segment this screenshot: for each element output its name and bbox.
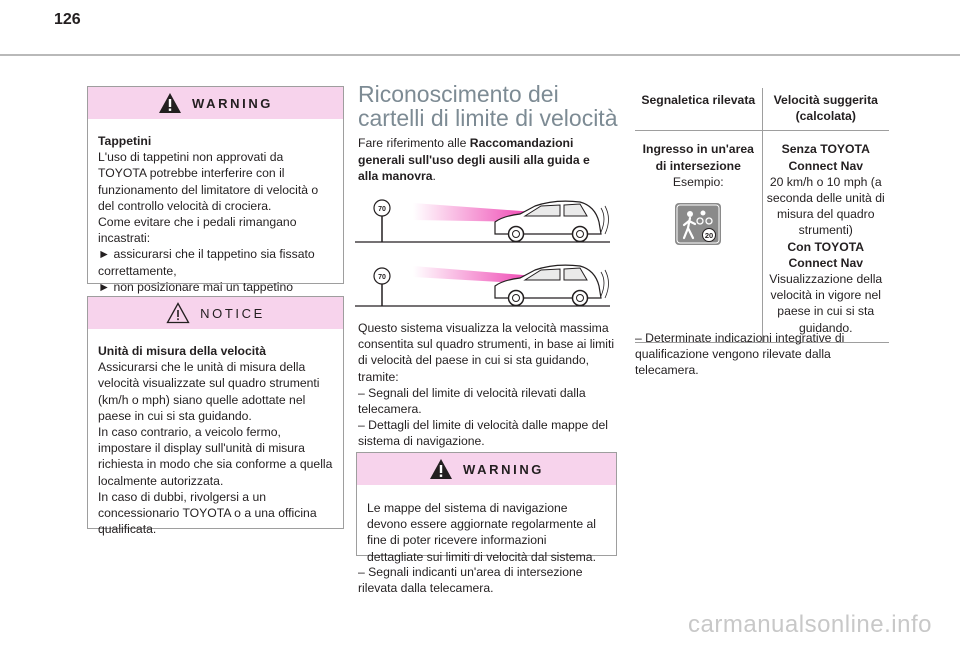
- notice-icon: [166, 302, 190, 324]
- warning-paragraph: Come evitare che i pedali rimangano incastrati:: [98, 215, 297, 246]
- warning-title: WARNING: [462, 461, 545, 477]
- header-rule: [0, 54, 960, 56]
- warning-header: [88, 87, 343, 119]
- with-nav-label: Con TOYOTA Connect Nav: [787, 239, 865, 270]
- with-nav-text: Visualizzazione della velocità in vigore nel paese in cui si sta guidando.: [769, 272, 883, 335]
- without-nav-text: 20 km/h o 10 mph (a seconda delle unità di misura del quadro strumenti): [766, 174, 885, 238]
- table-cell-sign: [635, 131, 762, 342]
- system-description: [358, 320, 616, 450]
- sign-recognition-illustration: [355, 194, 615, 244]
- notice-paragraph: In caso di dubbi, rivolgersi a un concessionario TOYOTA o a una officina qualificata.: [98, 489, 317, 537]
- notice-lead: Unità di misura della velocità: [98, 344, 266, 358]
- warning-icon: [158, 92, 182, 114]
- table-header: Velocità suggerita (calcolata): [762, 88, 889, 131]
- intro-prefix: Fare riferimento alle: [358, 136, 470, 150]
- warning-box-mats: [87, 86, 344, 294]
- speed-sign-value: 70: [378, 274, 386, 281]
- intersection-label: Ingresso in un'area di intersezione: [642, 142, 754, 173]
- speed-sign-value: 70: [378, 206, 386, 213]
- table-header-row: [635, 88, 889, 131]
- warning-bullet: ► non posizionare mai un tappetino: [98, 279, 293, 294]
- sign-number: 20: [705, 231, 714, 241]
- notice-title: NOTICE: [200, 305, 265, 321]
- notice-box-units: [87, 296, 344, 537]
- warning-icon: [429, 458, 453, 480]
- intersection-note: – Segnali indicanti un'area di intersezione rilevata dalla telecamera.: [358, 565, 583, 596]
- warning-bullet: ► assicurarsi che il tappetino sia fissato correttamente,: [98, 247, 315, 278]
- warning-box-maps: [356, 452, 617, 564]
- qualification-note: – Determinate indicazioni integrative di qualificazione vengono rilevate dalla telecamera.: [635, 331, 845, 378]
- intersection-sign-icon: [674, 202, 722, 246]
- table-header: Segnaletica rilevata: [635, 88, 762, 131]
- warning-paragraph: L'uso di tappetini non approvati da TOYOTA potrebbe interferire con il funzionamento del limitatore di velocità o del controllo velocità di crociera.: [98, 150, 319, 213]
- notice-paragraph: Assicurarsi che le unità di misura della velocità visualizzate sul quadro strumenti (km/h o mph) siano quelle adottate nel paese in cui si sta guidando.: [98, 360, 320, 423]
- notice-header: [88, 297, 343, 329]
- speed-table: [635, 88, 889, 343]
- without-nav-label: Senza TOYOTA Connect Nav: [781, 142, 870, 173]
- warning-title: WARNING: [191, 95, 274, 111]
- body-paragraph: Questo sistema visualizza la velocità massima consentita sul quadro strumenti, in base ai limiti di velocità del paese in cui si sta guidando, tramite:: [358, 321, 615, 384]
- warning-header: [357, 453, 616, 485]
- table-cell-speed: [762, 131, 889, 342]
- example-label: Esempio:: [672, 174, 724, 189]
- sign-recognition-illustration: [355, 260, 615, 310]
- body-list-item: – Segnali del limite di velocità rilevati dalla telecamera.: [358, 385, 586, 417]
- watermark: carmanualsonline.info: [688, 611, 932, 638]
- intro-suffix: .: [432, 169, 436, 183]
- warning-lead: Tappetini: [98, 134, 152, 148]
- notice-paragraph: In caso contrario, a veicolo fermo, impostare il display sull'unità di misura richiesta in modo che sia conforme a quella localmente autorizzata.: [98, 425, 333, 488]
- body-list-item: – Dettagli del limite di velocità dalle mappe del sistema di navigazione.: [358, 418, 608, 449]
- section-heading: Riconoscimento dei cartelli di limite di velocità: [358, 81, 618, 131]
- intro-text: [358, 135, 613, 185]
- warning-paragraph: Le mappe del sistema di navigazione devono essere aggiornate regolarmente al fine di poter ricevere informazioni dettagliate sui limiti di velocità dal sistema.: [367, 501, 597, 564]
- intro-reference: Raccomandazioni generali sull'uso degli ausili alla guida e alla manovra: [358, 136, 590, 183]
- page-number: 126: [54, 11, 81, 28]
- table-row: [635, 131, 889, 342]
